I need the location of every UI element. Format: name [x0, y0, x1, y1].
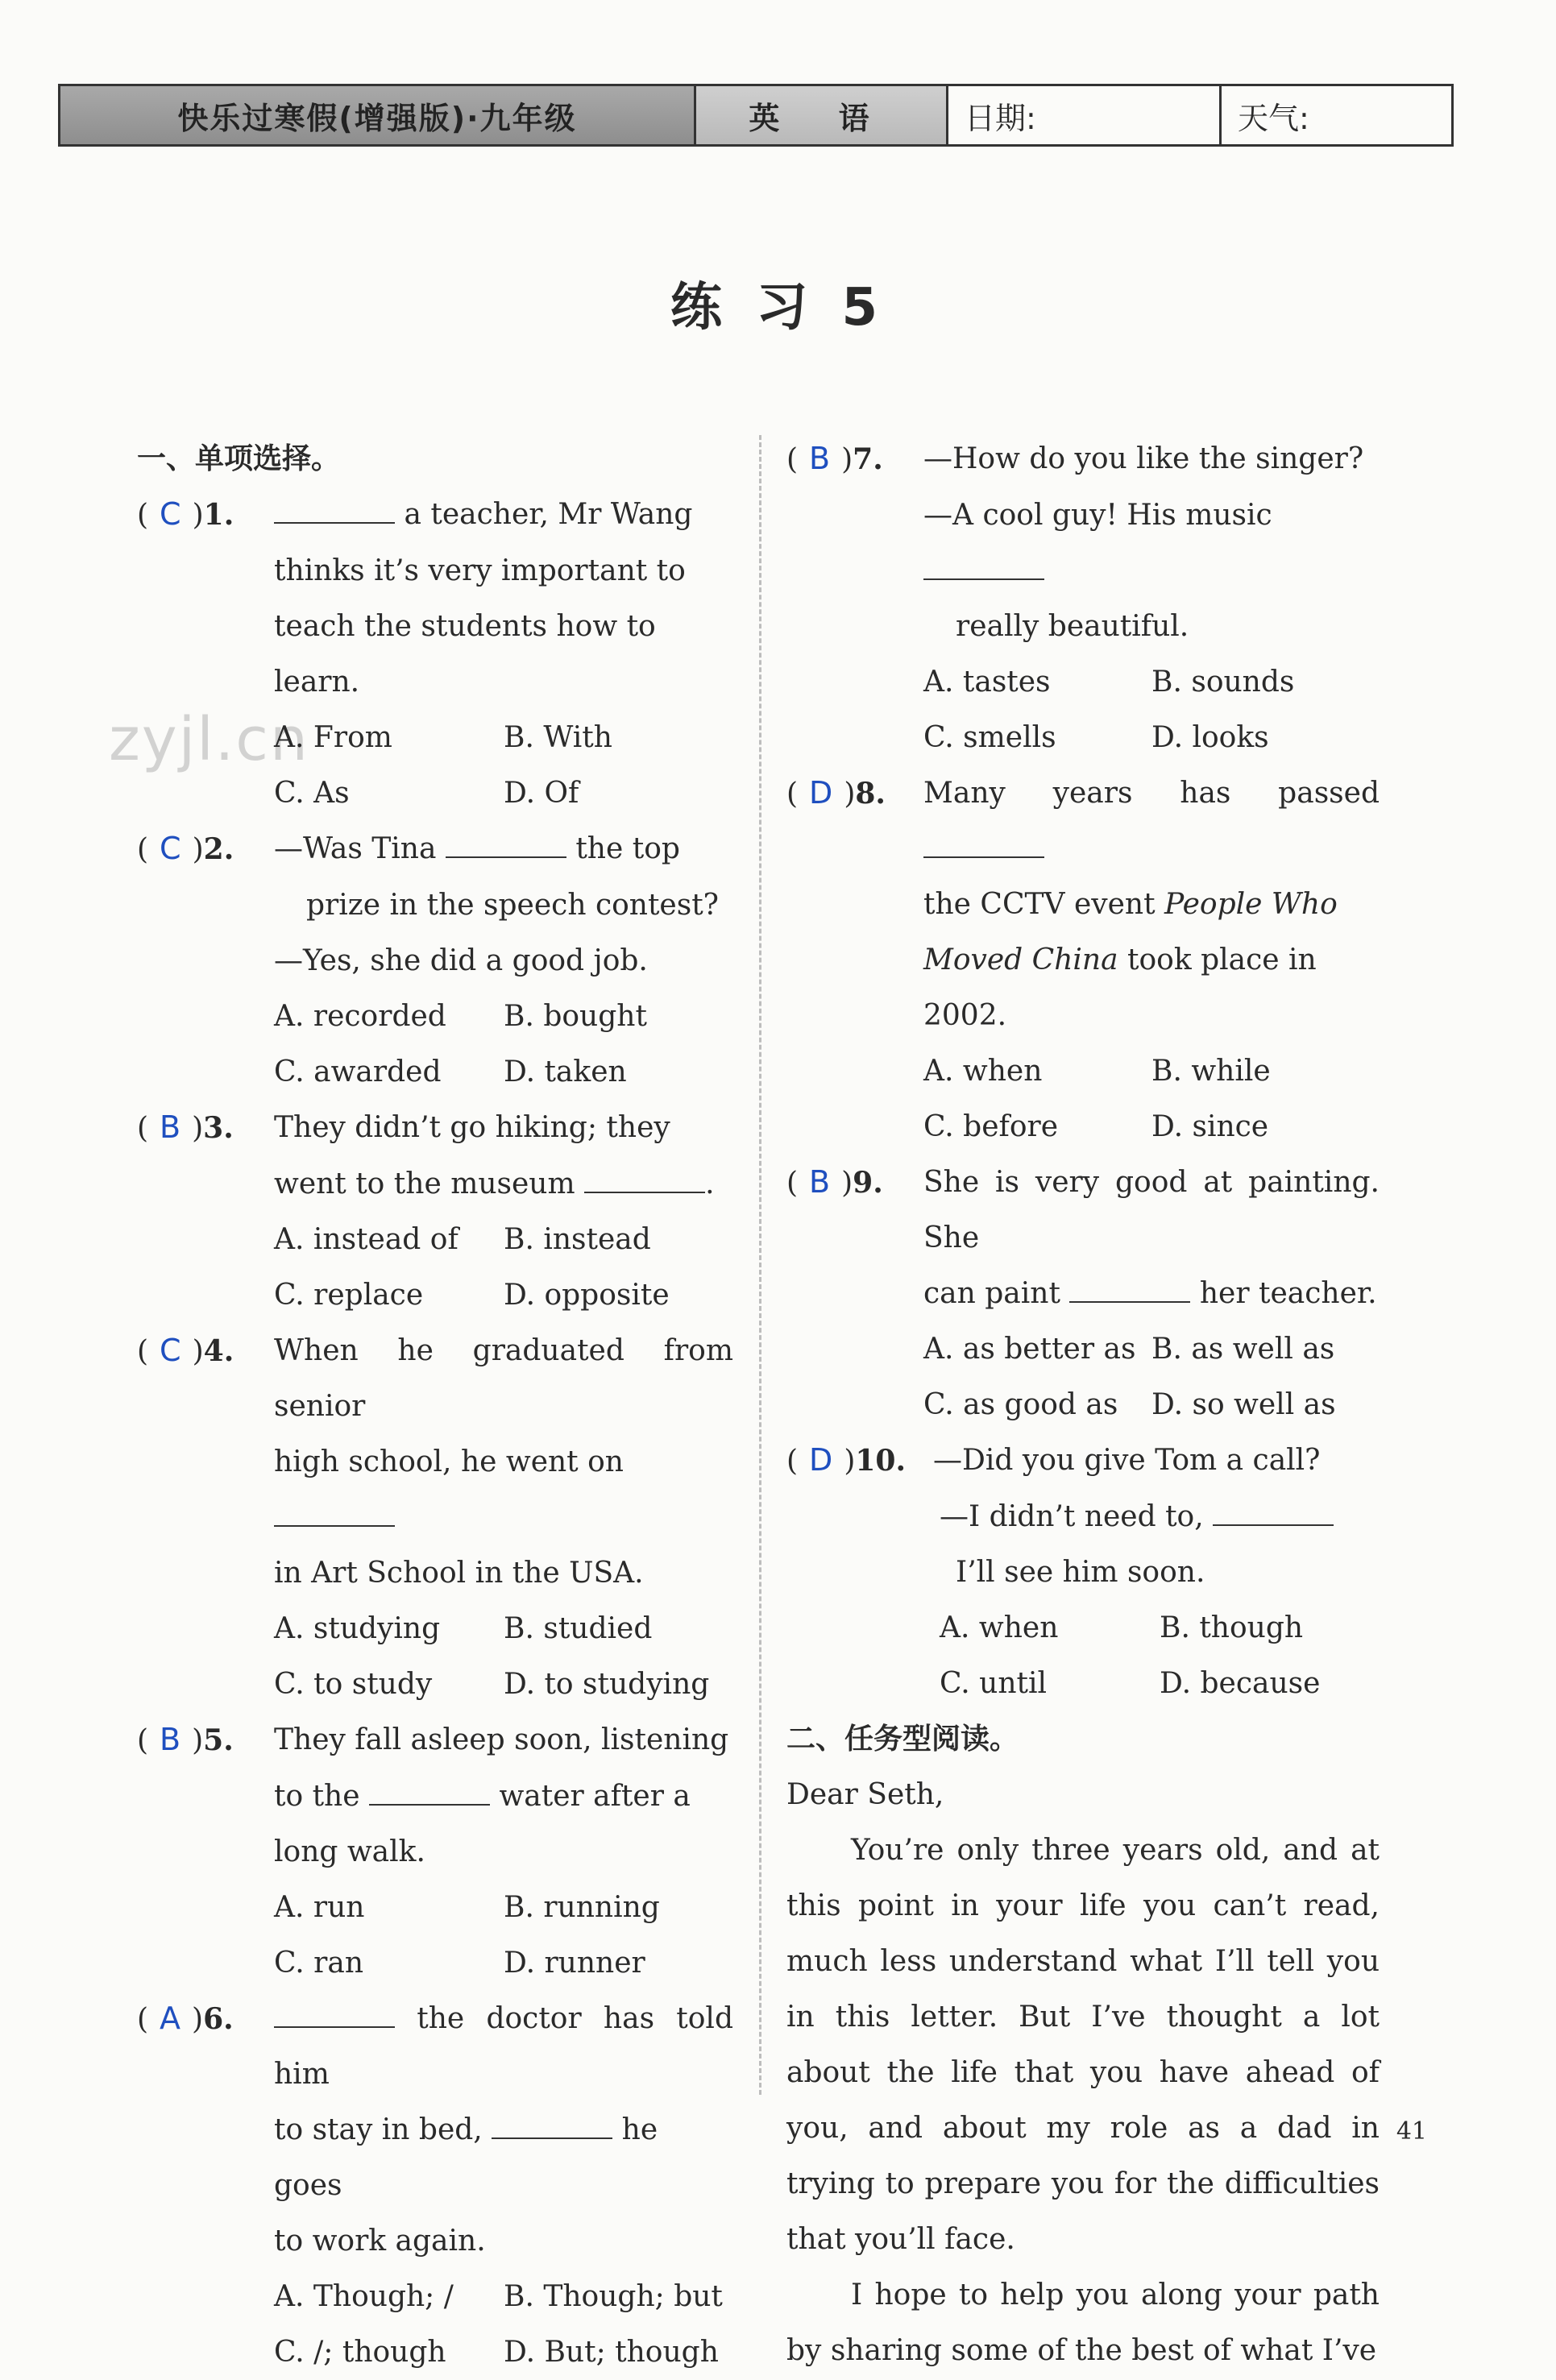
options: C. ran D. runner — [274, 1947, 645, 1980]
question-8: ( D )8. Many years has passed — [786, 765, 1380, 877]
options: A. run B. running — [274, 1891, 660, 1924]
options: C. awarded D. taken — [274, 1055, 627, 1088]
blank — [923, 546, 1044, 580]
answer: B — [160, 1722, 181, 1757]
question-2: ( C )2. —Was Tina the top — [137, 821, 733, 877]
letter-paragraph-1: You’re only three years old, and at this point in your life you can’t read, much less understand what I’ll tell you in this letter. But I’ve thought a lot about the life that you have ahead of you, and about my role as a dad in trying to prepare you for the difficulties that you’ll face. — [786, 1834, 1380, 2256]
question-9: ( B )9. She is very good at painting. She — [786, 1164, 1380, 1254]
subject-label: 英 语 — [696, 86, 948, 144]
question-4: ( C )4. When he graduated from senior — [137, 1333, 733, 1423]
blank — [274, 1994, 395, 2028]
options: A. studying B. studied — [274, 1612, 653, 1645]
blank — [492, 2105, 612, 2139]
left-column: 一、单项选择。 ( C )1. a teacher, Mr Wang thinks it’s very important to teach the students how to learn. A. From B. With C. As D. Of ( C )2. —Was Tina the top prize in the speech contest? —Yes, she did a good job. A. recorded B. bought C. awarded D. taken ( B )3. They didn’t go hiking; they went to the museum . A. instead of B. instead C. replace D. opposite ( C )4. When he graduated from senior high school, he went on in Art School in the USA. A. studying B. studied C. to study D. to studying ( B )5. They fall asleep soon, listening to the water after a long walk. A. run B. running C. ran D. runner ( A )6. the doctor has told him to stay in bed, he goes to work again. A. Though; / B. Though; but C. /; though D. But; though — [137, 431, 733, 2380]
page-title: 练 习 5 — [670, 278, 886, 338]
letter-greeting: Dear Seth, — [786, 1778, 944, 1811]
options: C. until D. because — [940, 1667, 1321, 1700]
options: C. smells D. looks — [923, 721, 1269, 754]
section-heading-reading: 二、任务型阅读。 — [786, 1723, 1019, 1756]
options: A. when B. while — [923, 1055, 1271, 1088]
blank — [369, 1772, 490, 1806]
options: C. before D. since — [923, 1110, 1269, 1143]
options: A. recorded B. bought — [274, 1000, 647, 1033]
answer: B — [809, 1164, 831, 1200]
section-heading-choice: 一、单项选择。 — [137, 442, 341, 475]
answer: C — [160, 496, 181, 532]
answer: A — [160, 2001, 181, 2036]
date-label: 日期: — [948, 86, 1222, 144]
options: A. as better as B. as well as — [923, 1333, 1335, 1366]
answer: D — [809, 775, 833, 811]
watermark: zyjl.cn — [109, 705, 309, 774]
options: A. when B. though — [940, 1611, 1304, 1644]
book-title: 快乐过寒假(增强版)·九年级 — [60, 86, 696, 144]
options: A. instead of B. instead — [274, 1223, 651, 1256]
options: C. replace D. opposite — [274, 1279, 670, 1312]
blank — [446, 824, 566, 858]
blank — [584, 1159, 705, 1193]
question-3: ( B )3. They didn’t go hiking; they — [137, 1109, 670, 1145]
options: C. as good as D. so well as — [923, 1388, 1336, 1421]
blank — [274, 490, 395, 524]
options: C. /; though D. But; though — [274, 2336, 719, 2369]
answer: D — [809, 1442, 833, 1478]
blank — [274, 1493, 395, 1527]
blank — [923, 824, 1044, 858]
answer: B — [160, 1109, 181, 1145]
page-header — [58, 84, 1454, 147]
options: C. As D. Of — [274, 777, 579, 810]
options: A. tastes B. sounds — [923, 665, 1295, 699]
question-7: ( B )7. —How do you like the singer? — [786, 441, 1364, 476]
column-divider — [759, 435, 761, 2095]
answer: C — [160, 831, 181, 866]
blank — [1069, 1269, 1190, 1303]
options: A. From B. With — [274, 721, 612, 754]
answer: C — [160, 1333, 181, 1368]
options: A. Though; / B. Though; but — [274, 2280, 723, 2313]
question-1: ( C )1. a teacher, Mr Wang — [137, 487, 733, 543]
page-number: 41 — [1396, 2117, 1427, 2146]
answer: B — [809, 441, 831, 476]
question-10: ( D )10. —Did you give Tom a call? — [786, 1442, 1321, 1478]
question-6: ( A )6. the doctor has told him — [137, 1991, 733, 2102]
question-5: ( B )5. They fall asleep soon, listening — [137, 1722, 729, 1757]
weather-label: 天气: — [1238, 100, 1309, 136]
options: C. to study D. to studying — [274, 1668, 710, 1701]
right-column: ( B )7. —How do you like the singer? —A cool guy! His music really beautiful. A. tastes B. sounds C. smells D. looks ( D )8. Many years has passed the CCTV event People Who Moved China took place in 2002. A. when B. while C. before D. since ( B )9. She is very good at painting. She can paint her teacher. A. as better as B. as well as C. as good as D. so well as ( D )10. —Did you give Tom a call? —I didn’t need to, I’ll see him soon. A. when B. though C. until D. because 二、任务型阅读。 Dear Seth, You’re only three years old, and at this point in your life you can’t read, much less understand what I’ll tell you in this letter. But I’ve thought a lot about the life that you have ahead of you, and about my role as a dad in trying to prepare you for the difficulties that you’ll face. I hope to help you along your path by sharing some of the best of what I’ve — [786, 431, 1380, 2378]
letter-paragraph-2: I hope to help you along your path by sharing some of the best of what I’ve — [786, 2278, 1380, 2367]
blank — [1213, 1492, 1334, 1526]
